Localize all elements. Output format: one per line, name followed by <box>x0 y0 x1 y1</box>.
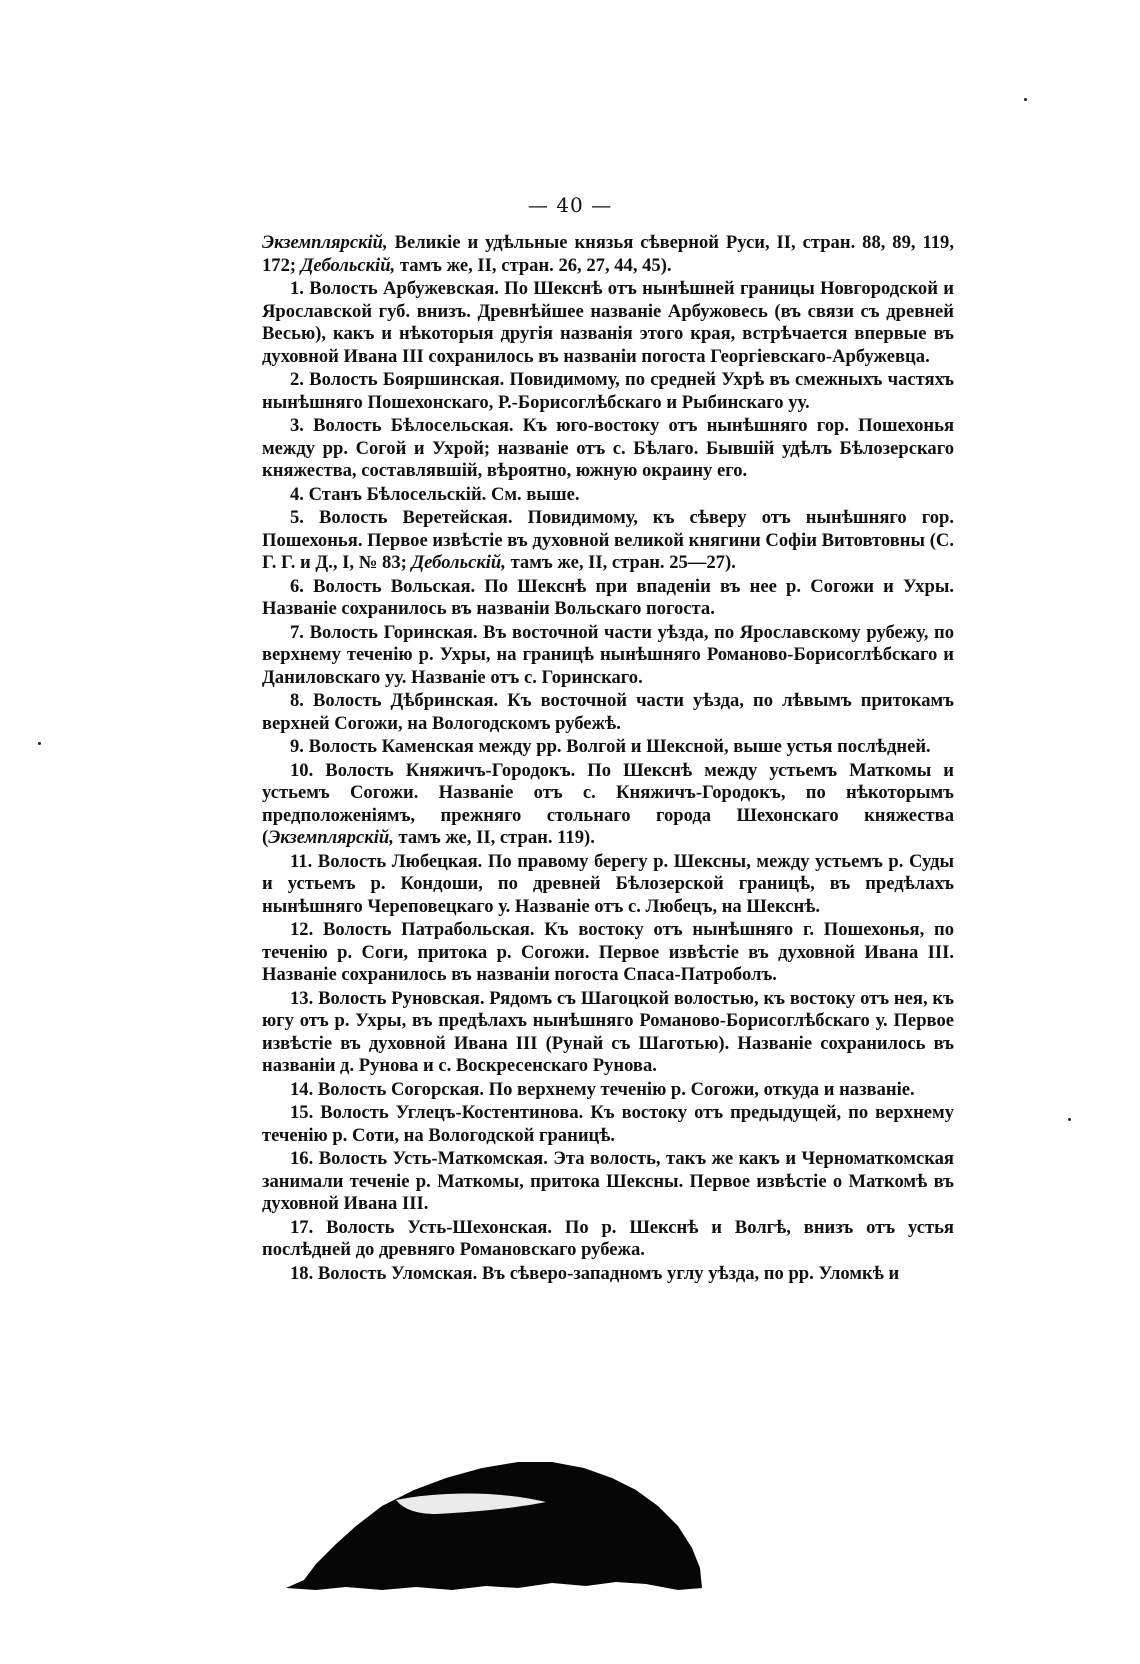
volost-entry-2: 2. Волость Бояршинская. Повидимому, по средней Ухрѣ въ смежныхъ частяхъ нынѣшняго Пошехонскаго, Р.-Борисоглѣбскаго и Рыбинскаго уу. <box>262 369 954 413</box>
intro-paragraph <box>262 232 954 277</box>
volost-entry-17: 17. Волость Усть-Шехонская. По р. Шекснѣ и Волгѣ, внизъ отъ устья послѣдней до древняго Романовскаго рубежа. <box>262 1216 954 1260</box>
volost-entry-3: 3. Волость Бѣлосельская. Къ юго-востоку отъ нынѣшняго гор. Пошехонья между рр. Согой и Ухрой; названіе отъ с. Бѣлаго. Бывшій удѣлъ Бѣлозерскаго княжества, составлявшій, вѣроятно, южную окраину его. <box>262 415 954 481</box>
entry-text: 10. Волость Княжичъ-Городокъ. По Шекснѣ между устьемъ Маткомы и устьемъ Согожи. Названіе отъ с. Княжичъ-Городокъ, по нѣкоторымъ предположеніямъ, прежняго стольнаго города Шехонскаго княжества ( <box>262 759 954 848</box>
volost-entry-1: 1. Волость Арбужевская. По Шекснѣ отъ нынѣшней границы Новгородской и Ярославской губ. внизъ. Древнѣйшее названіе Арбужовесь (въ связи съ древней Весью), какъ и нѣкоторыя другія названія этого края, встрѣчается впервые въ духовной Ивана III сохранилось въ названіи погоста Георгіевскаго-Арбужевца. <box>262 278 954 367</box>
scan-speck <box>1024 98 1027 101</box>
citation-text: Великіе и удѣльные князья сѣверной Руси, II, стран. 88, 89, 119, 172; <box>262 232 954 276</box>
volost-entry-15: 15. Волость Углецъ-Костентинова. Къ востоку отъ предыдущей, по верхнему теченію р. Соти, на Вологодской границѣ. <box>262 1102 954 1146</box>
page-number: — 40 — <box>527 193 613 217</box>
ink-blot <box>286 1456 706 1596</box>
volost-entry-4: 4. Станъ Бѣлосельскій. См. выше. <box>290 483 580 505</box>
entry-text: тамъ же, II, стран. 25—27). <box>505 552 736 573</box>
volost-entry-11: 11. Волость Любецкая. По правому берегу р. Шексны, между устьемъ р. Суды и устьемъ р. Кондоши, по древней Бѣлозерской границѣ, въ предѣлахъ нынѣшняго Череповецкаго у. Названіе отъ с. Любецъ, на Шекснѣ. <box>262 850 954 917</box>
author-name: Экземплярскій, <box>262 232 388 253</box>
volost-entry-8: 8. Волость Дѣбринская. Къ восточной части уѣзда, по лѣвымъ притокамъ верхней Согожи, на Вологодскомъ рубежѣ. <box>262 690 954 734</box>
entry-text: 5. Волость Веретейская. Повидимому, къ сѣверу отъ нынѣшняго гор. Пошехонья. Первое извѣстіе въ духовной великой княгини Софіи Витовтовны (С. Г. Г. и Д., I, № 83; <box>262 507 954 573</box>
citation-text: тамъ же, II, стран. 26, 27, 44, 45). <box>395 254 672 276</box>
volost-entry-14: 14. Волость Согорская. По верхнему теченію р. Согожи, откуда и названіе. <box>290 1078 915 1100</box>
author-name: Экземплярскій, <box>268 827 394 848</box>
author-name: Дебольскій, <box>300 254 396 276</box>
scan-speck <box>38 742 41 745</box>
scan-speck <box>1068 1118 1071 1121</box>
volost-entry-6: 6. Волость Вольская. По Шекснѣ при впаденіи въ нее р. Согожи и Ухры. Названіе сохранилось въ названіи Вольскаго погоста. <box>262 575 954 619</box>
entry-text: тамъ же, II, стран. 119). <box>393 827 595 848</box>
page-body <box>262 232 954 1285</box>
author-name: Дебольскій, <box>411 552 506 573</box>
volost-entry-7: 7. Волость Горинская. Въ восточной части уѣзда, по Ярославскому рубежу, по верхнему теченію р. Ухры, на границѣ нынѣшняго Романово-Борисоглѣбскаго и Даниловскаго уу. Названіе отъ с. Горинскаго. <box>262 621 954 688</box>
volost-entry-5 <box>262 507 954 575</box>
volost-entry-9: 9. Волость Каменская между рр. Волгой и Шексной, выше устья послѣдней. <box>290 736 931 757</box>
volost-entry-16: 16. Волость Усть-Маткомская. Эта волость, такъ же какъ и Черноматкомская занимали теченіе р. Маткомы, притока Шексны. Первое извѣстіе о Маткомѣ въ духовной Ивана III. <box>262 1148 954 1214</box>
volost-entry-12: 12. Волость Патрабольская. Къ востоку отъ нынѣшняго г. Пошехонья, по теченію р. Соги, притока р. Согожи. Первое извѣстіе въ духовной Ивана III. Названіе сохранилось въ названіи погоста Спаса-Патроболъ. <box>262 919 954 985</box>
volost-entry-10 <box>262 760 954 850</box>
volost-entry-18: 18. Волость Уломская. Въ сѣверо-западномъ углу уѣзда, по рр. Уломкѣ и <box>290 1262 900 1284</box>
volost-entry-13: 13. Волость Руновская. Рядомъ съ Шагоцкой волостью, къ востоку отъ нея, къ югу отъ р. Ухры, въ предѣлахъ нынѣшняго Романово-Борисоглѣбскаго у. Первое извѣстіе въ духовной Ивана III (Рунай съ Шаготью). Названіе сохранилось въ названіи д. Рунова и с. Воскресенскаго Рунова. <box>262 987 954 1076</box>
